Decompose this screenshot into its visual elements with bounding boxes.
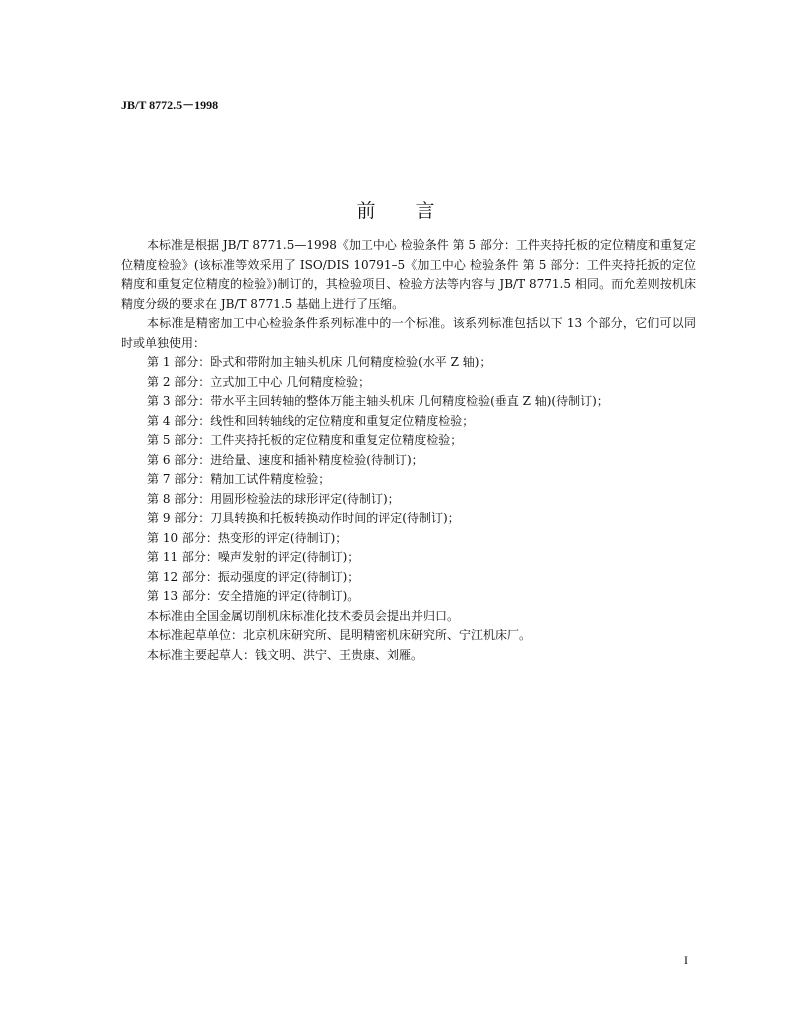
part-item: 第 12 部分：振动强度的评定(待制订)； (147, 569, 360, 584)
main-drafters: 本标准主要起草人：钱文明、洪宁、王贵康、刘雁。 (147, 647, 424, 662)
part-item: 第 6 部分：进给量、速度和插补精度检验(待制订)； (147, 452, 424, 467)
drafting-units: 本标准起草单位：北京机床研究所、昆明精密机床研究所、宁江机床厂。 (147, 628, 532, 642)
standard-code: JB/T 8772.5－1998 (121, 98, 219, 112)
part-item: 第 7 部分：精加工试件精度检验； (147, 472, 331, 486)
part-item: 第 11 部分：噪声发射的评定(待制订)； (147, 550, 360, 564)
part-item: 第 4 部分：线性和回转轴线的定位精度和重复定位精度检验； (147, 413, 475, 428)
page-title: 前言 (356, 200, 475, 222)
part-item: 第 3 部分：带水平主回转轴的整体万能主轴头机床 几何精度检验(垂直 Z 轴)(待制订)； (147, 394, 609, 408)
intro-paragraph: 本标准是根据 JB/T 8771.5—1998《加工中心 检验条件 第 5 部分：工件夹持托板的定位精度和重复定位精度检验》(该标准等效采用了 ISO/DIS 10791–5《加工中心 检验条件 第 5 部分：工件夹持托扳的定位精度和重复定位精度的检验》)制订的，其检验项目、检验方法等内容与 JB/T 8771.5 相同。而允差则按机床精度分级的要求在 JB/T 8771.5 基础上进行了压缩。 (121, 238, 696, 311)
part-item: 第 5 部分：工件夹持托板的定位精度和重复定位精度检验； (147, 433, 463, 447)
part-item: 第 10 部分：热变形的评定(待制订)； (147, 530, 348, 545)
part-item: 第 9 部分：刀具转换和托板转换动作时间的评定(待制订)； (147, 511, 460, 525)
part-item: 第 13 部分：安全措施的评定(待制订)。 (147, 589, 360, 603)
preface-body (121, 236, 696, 665)
part-item: 第 8 部分：用圆形检验法的球形评定(待制订)； (147, 491, 400, 506)
proposer-statement: 本标准由全国金属切削机床标准化技术委员会提出并归口。 (147, 608, 460, 623)
part-item: 第 2 部分：立式加工中心 几何精度检验； (147, 374, 371, 389)
series-paragraph: 本标准是精密加工中心检验条件系列标准中的一个标准。该系列标准包括以下 13 个部分，它们可以同时或单独使用： (121, 316, 696, 350)
part-item: 第 1 部分：卧式和带附加主轴头机床 几何精度检验(水平 Z 轴)； (147, 355, 492, 369)
page-number: I (684, 953, 688, 967)
